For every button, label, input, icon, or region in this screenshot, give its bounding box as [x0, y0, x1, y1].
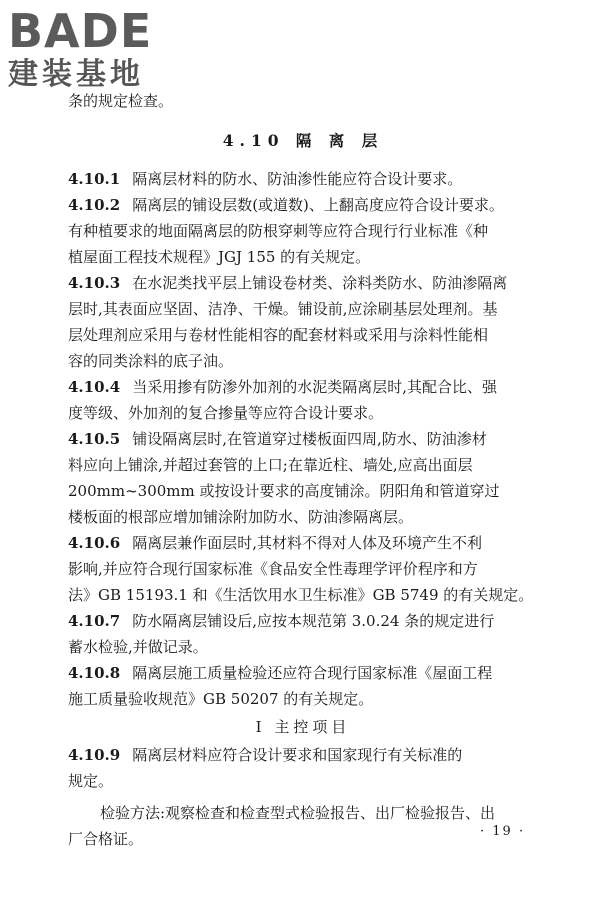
clause-text: 在水泥类找平层上铺设卷材类、涂料类防水、防油渗隔离 — [132, 274, 508, 292]
clause-text: 隔离层兼作面层时,其材料不得对人体及环境产生不利 — [132, 534, 482, 552]
clause-line — [68, 530, 538, 556]
clause-number: 4.10.7 — [68, 612, 121, 630]
clause-4-10-9 — [68, 742, 538, 794]
logo-wordmark: BADE — [8, 4, 153, 58]
clause-text: 层处理剂应采用与卷材性能相容的配套材料或采用与涂料性能相 — [68, 326, 489, 344]
clause-item — [68, 742, 538, 794]
clause-line — [68, 322, 538, 348]
logo-subtitle: 建装基地 — [8, 57, 144, 92]
clause-item — [68, 530, 538, 608]
clause-number: 4.10.3 — [68, 274, 121, 292]
clause-text: 蓄水检验,并做记录。 — [68, 638, 208, 656]
clause-number: 4.10.9 — [68, 746, 121, 764]
clause-text: 隔离层施工质量检验还应符合现行国家标准《屋面工程 — [132, 664, 493, 682]
clause-number: 4.10.1 — [68, 170, 121, 188]
clause-line — [68, 742, 538, 768]
clause-text: 容的同类涂料的底子油。 — [68, 352, 234, 370]
clause-line — [68, 556, 538, 582]
clause-item — [68, 660, 538, 712]
clause-item — [68, 374, 538, 426]
clause-text: 200mm~300mm 或按设计要求的高度铺涂。阴阳角和管道穿过 — [68, 482, 500, 500]
clause-text: 铺设隔离层时,在管道穿过楼板面四周,防水、防油渗材 — [132, 430, 487, 448]
clause-text: 隔离层材料的防水、防油渗性能应符合设计要求。 — [132, 170, 463, 188]
clause-text: 防水隔离层铺设后,应按本规范第 3.0.24 条的规定进行 — [132, 612, 495, 630]
clause-number: 4.10.8 — [68, 664, 121, 682]
clause-line — [68, 504, 538, 530]
clause-number: 4.10.4 — [68, 378, 121, 396]
inspection-method — [68, 800, 538, 852]
clause-item — [68, 270, 538, 374]
clause-line — [68, 166, 538, 192]
section-title: 4.10 隔 离 层 — [222, 131, 384, 150]
clause-line — [68, 686, 538, 712]
clause-line — [68, 582, 538, 608]
page-number: · 19 · — [480, 824, 526, 839]
clause-text: 隔离层材料应符合设计要求和国家现行有关标准的 — [132, 746, 463, 764]
page-body — [68, 88, 538, 852]
clause-text: 楼板面的根部应增加铺涂附加防水、防油渗隔离层。 — [68, 508, 414, 526]
clause-text: 当采用掺有防渗外加剂的水泥类隔离层时,其配合比、强 — [132, 378, 497, 396]
clause-text: 施工质量验收规范》GB 50207 的有关规定。 — [68, 690, 374, 708]
clause-list — [68, 166, 538, 712]
clause-line — [68, 244, 538, 270]
clause-number: 4.10.5 — [68, 430, 121, 448]
clause-line — [68, 218, 538, 244]
bade-logo — [8, 6, 178, 92]
method-line: 检验方法:观察检查和检查型式检验报告、出厂检验报告、出 — [100, 804, 496, 822]
clause-item — [68, 426, 538, 530]
clause-text: 隔离层的铺设层数(或道数)、上翻高度应符合设计要求。 — [132, 196, 504, 214]
clause-number: 4.10.6 — [68, 534, 121, 552]
clause-line — [68, 374, 538, 400]
clause-line — [68, 192, 538, 218]
clause-line — [68, 768, 538, 794]
clause-text: 层时,其表面应坚固、洁净、干燥。铺设前,应涂刷基层处理剂。基 — [68, 300, 498, 318]
clause-text: 度等级、外加剂的复合掺量等应符合设计要求。 — [68, 404, 384, 422]
clause-text: 规定。 — [68, 772, 114, 790]
clause-text: 影响,并应符合现行国家标准《食品安全性毒理学评价程序和方 — [68, 560, 478, 578]
clause-line — [68, 270, 538, 296]
clause-item — [68, 192, 538, 270]
clause-line — [68, 660, 538, 686]
clause-line — [68, 478, 538, 504]
clause-text: 有种植要求的地面隔离层的防根穿刺等应符合现行行业标准《种 — [68, 222, 489, 240]
clause-number: 4.10.2 — [68, 196, 121, 214]
clause-text: 法》GB 15193.1 和《生活饮用水卫生标准》GB 5749 的有关规定。 — [68, 586, 534, 604]
clause-line — [68, 296, 538, 322]
clause-line — [68, 400, 538, 426]
clause-text: 植屋面工程技术规程》JGJ 155 的有关规定。 — [68, 248, 371, 266]
clause-line — [68, 634, 538, 660]
clause-text: 料应向上铺涂,并超过套管的上口;在靠近柱、墙处,应高出面层 — [68, 456, 473, 474]
clause-line — [68, 452, 538, 478]
intro-line: 条的规定检查。 — [68, 92, 174, 110]
sub-title: Ⅰ 主控项目 — [255, 718, 351, 736]
clause-line — [68, 348, 538, 374]
clause-item — [68, 166, 538, 192]
method-line: 厂合格证。 — [68, 830, 144, 848]
clause-item — [68, 608, 538, 660]
clause-line — [68, 608, 538, 634]
clause-line — [68, 426, 538, 452]
